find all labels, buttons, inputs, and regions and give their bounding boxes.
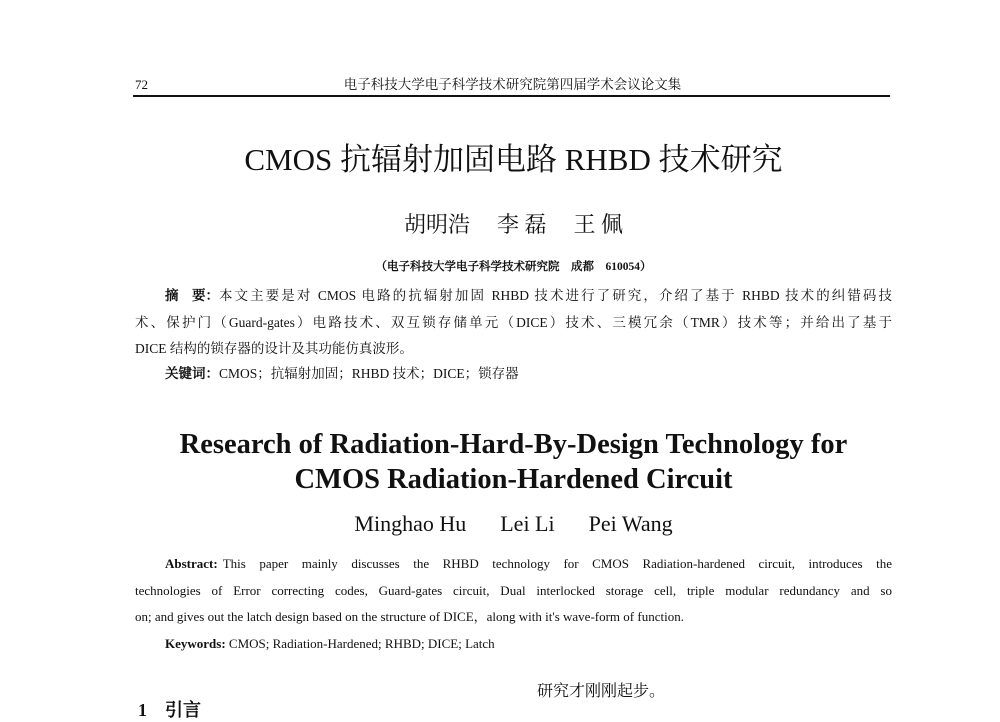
- affiliation-cn: （电子科技大学电子科学技术研究院 成都 610054）: [375, 261, 652, 273]
- abstract-cn-text: 本文主要是对 CMOS 电路的抗辐射加固 RHBD 技术进行了研究，介绍了基于 RHBD 技术的纠错码技: [219, 288, 892, 303]
- abstract-cn-text: DICE 结构的锁存器的设计及其功能仿真波形。: [135, 341, 413, 356]
- abstract-cn-line: [135, 340, 892, 358]
- author-cn: 胡明浩: [403, 212, 470, 237]
- abstract-en-line: [135, 608, 892, 625]
- abstract-en-text: This paper mainly discusses the RHBD technology for CMOS Radiation-hardened circuit, introduces the: [222, 556, 892, 571]
- abstract-en-line: [135, 555, 892, 572]
- abstract-en-line: [135, 582, 892, 599]
- keywords-cn: [165, 365, 519, 383]
- header-rule: [133, 95, 890, 97]
- running-header-title: 电子科技大学电子科学技术研究院第四届学术会议论文集: [343, 77, 682, 92]
- authors-cn: [135, 211, 892, 239]
- page-number: 72: [135, 77, 148, 92]
- abstract-en-text: on; and gives out the latch design based on the structure of DICE，along with it's wave-form of function.: [135, 609, 684, 624]
- abstract-cn-text: 术、保护门（Guard-gates）电路技术、双互锁存储单元（DICE）技术、三模冗余（TMR）技术等；并给出了基于: [135, 315, 892, 330]
- abstract-cn-label: 摘 要：: [165, 288, 219, 303]
- paper-title-en-line: Research of Radiation-Hard-By-Design Technology for: [179, 429, 848, 460]
- abstract-en-label: Abstract:: [165, 556, 218, 571]
- section-heading: 1 引言: [138, 700, 201, 720]
- abstract-en-text: technologies of Error correcting codes, Guard-gates circuit, Dual interlocked storage cell, triple modular redundancy and so: [135, 583, 892, 598]
- keywords-cn-label: 关键词：: [165, 366, 219, 381]
- abstract-cn-line: [135, 287, 892, 305]
- section-heading-clip: [138, 698, 238, 720]
- paper-title-cn: CMOS 抗辐射加固电路 RHBD 技术研究: [244, 142, 783, 177]
- author-cn: 李 磊: [496, 212, 547, 237]
- author-en: Minghao Hu: [354, 511, 467, 536]
- author-en: Pei Wang: [588, 511, 673, 536]
- keywords-cn-text: CMOS；抗辐射加固；RHBD 技术；DICE；锁存器: [219, 366, 519, 381]
- keywords-en-label: Keywords:: [165, 636, 226, 651]
- abstract-cn-line: [135, 314, 892, 332]
- keywords-en-text: CMOS; Radiation-Hardened; RHBD; DICE; Latch: [228, 636, 495, 651]
- paper-title-en-line: CMOS Radiation-Hardened Circuit: [294, 464, 733, 495]
- body-text-right-column: 研究才刚刚起步。: [537, 683, 666, 700]
- author-en: Lei Li: [500, 511, 555, 536]
- author-cn: 王 佩: [573, 212, 624, 237]
- authors-en: [135, 510, 892, 538]
- keywords-en: [165, 635, 495, 652]
